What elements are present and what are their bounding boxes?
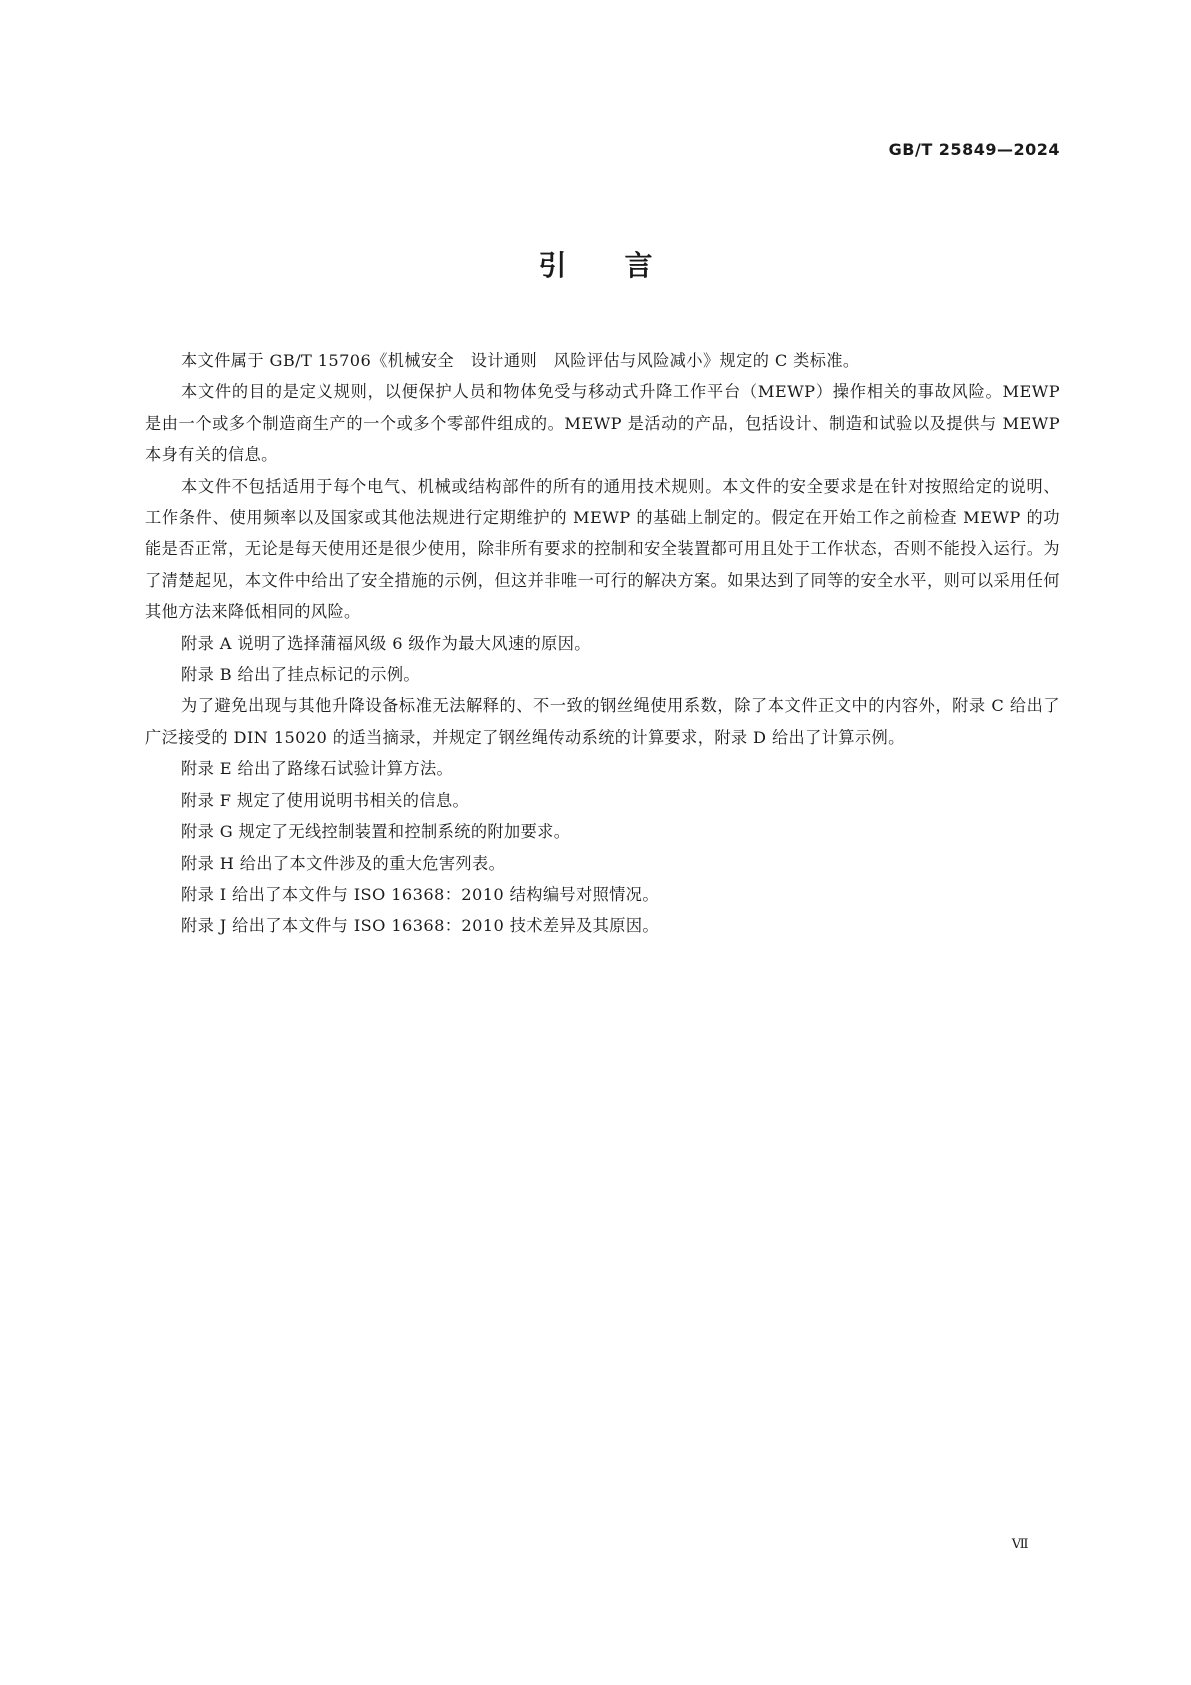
paragraph-annex-a: 附录 A 说明了选择蒲福风级 6 级作为最大风速的原因。 xyxy=(181,633,591,653)
paragraph-purpose: 本文件的目的是定义规则，以便保护人员和物体免受与移动式升降工作平台（MEWP）操作相关的事故风险。MEWP 是由一个或多个制造商生产的一个或多个零部件组成的。MEWP 是活动的产品，包括设计、制造和试验以及提供与 MEWP 本身有关的信息。 xyxy=(145,382,1060,465)
document-id: GB/T 25849—2024 xyxy=(888,140,1060,159)
introduction-body xyxy=(145,345,1060,942)
paragraph-annex-e: 附录 E 给出了路缘石试验计算方法。 xyxy=(181,759,454,779)
page-number: Ⅶ xyxy=(1011,1537,1029,1552)
paragraph-annex-c-d: 为了避免出现与其他升降设备标准无法解释的、不一致的钢丝绳使用系数，除了本文件正文中的内容外，附录 C 给出了广泛接受的 DIN 15020 的适当摘录，并规定了钢丝绳传动系统的计算要求，附录 D 给出了计算示例。 xyxy=(145,696,1060,747)
paragraph-exclusions: 本文件不包括适用于每个电气、机械或结构部件的所有的通用技术规则。本文件的安全要求是在针对按照给定的说明、工作条件、使用频率以及国家或其他法规进行定期维护的 MEWP 的基础上制定的。假定在开始工作之前检查 MEWP 的功能是否正常，无论是每天使用还是很少使用，除非所有要求的控制和安全装置都可用且处于工作状态，否则不能投入运行。为了清楚起见，本文件中给出了安全措施的示例，但这并非唯一可行的解决方案。如果达到了同等的安全水平，则可以采用任何其他方法来降低相同的风险。 xyxy=(145,476,1060,622)
paragraph-annex-h: 附录 H 给出了本文件涉及的重大危害列表。 xyxy=(181,853,506,873)
paragraph-annex-j: 附录 J 给出了本文件与 ISO 16368：2010 技术差异及其原因。 xyxy=(181,916,660,936)
page-title: 引言 xyxy=(538,249,711,282)
paragraph-scope: 本文件属于 GB/T 15706《机械安全 设计通则 风险评估与风险减小》规定的 C 类标准。 xyxy=(181,351,860,370)
paragraph-annex-g: 附录 G 规定了无线控制装置和控制系统的附加要求。 xyxy=(181,822,571,842)
paragraph-annex-f: 附录 F 规定了使用说明书相关的信息。 xyxy=(181,790,470,810)
paragraph-annex-i: 附录 I 给出了本文件与 ISO 16368：2010 结构编号对照情况。 xyxy=(181,884,659,904)
paragraph-annex-b: 附录 B 给出了挂点标记的示例。 xyxy=(181,665,421,685)
